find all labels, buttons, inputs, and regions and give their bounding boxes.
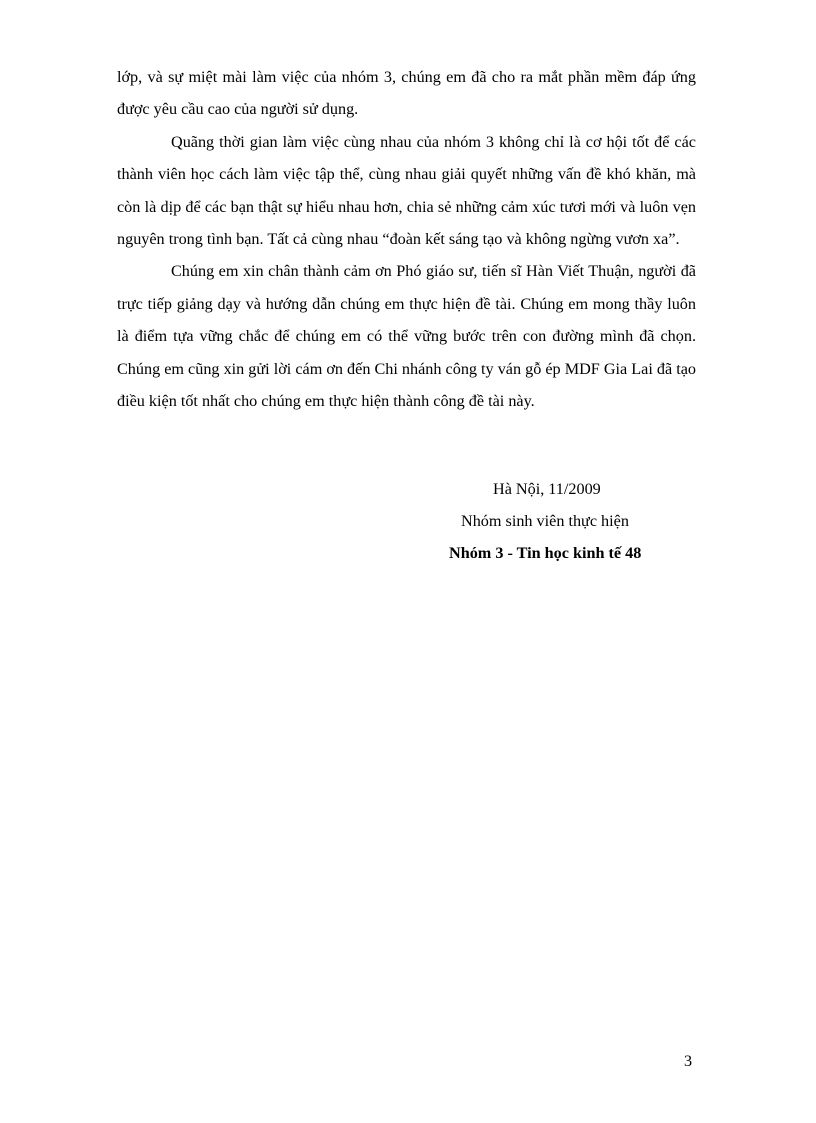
- signature-place-date: Hà Nội, 11/2009: [493, 480, 601, 498]
- paragraph-acknowledgement: Chúng em xin chân thành cảm ơn Phó giáo sư, tiến sĩ Hàn Viết Thuận, người đã trực tiếp giảng dạy và hướng dẫn chúng em thực hiện đề tài. Chúng em mong thầy luôn là điểm tựa vững chắc để chúng em có thể vững bước trên con đường mình đã chọn. Chúng em cũng xin gửi lời cám ơn đến Chi nhánh công ty ván gỗ ép MDF Gia Lai đã tạo điều kiện tốt nhất cho chúng em thực hiện thành công đề tài này.: [117, 262, 696, 411]
- signature-group-label: Nhóm sinh viên thực hiện: [461, 512, 629, 530]
- paragraph-teamwork: Quãng thời gian làm việc cùng nhau của nhóm 3 không chỉ là cơ hội tốt để các thành viên học cách làm việc tập thể, cùng nhau giải quyết những vấn đề khó khăn, mà còn là dịp để các bạn thật sự hiểu nhau hơn, chia sẻ những cảm xúc tươi mới và luôn vẹn nguyên trong tình bạn. Tất cả cùng nhau “đoàn kết sáng tạo và không ngừng vươn xa”.: [117, 132, 696, 249]
- page-number: 3: [684, 1052, 693, 1070]
- paragraph-continuation: lớp, và sự miệt mài làm việc của nhóm 3, chúng em đã cho ra mắt phần mềm đáp ứng được yêu cầu cao của người sử dụng.: [117, 68, 696, 119]
- body-text: [117, 61, 696, 417]
- signature-team-name: Nhóm 3 - Tin học kinh tế 48: [449, 544, 642, 562]
